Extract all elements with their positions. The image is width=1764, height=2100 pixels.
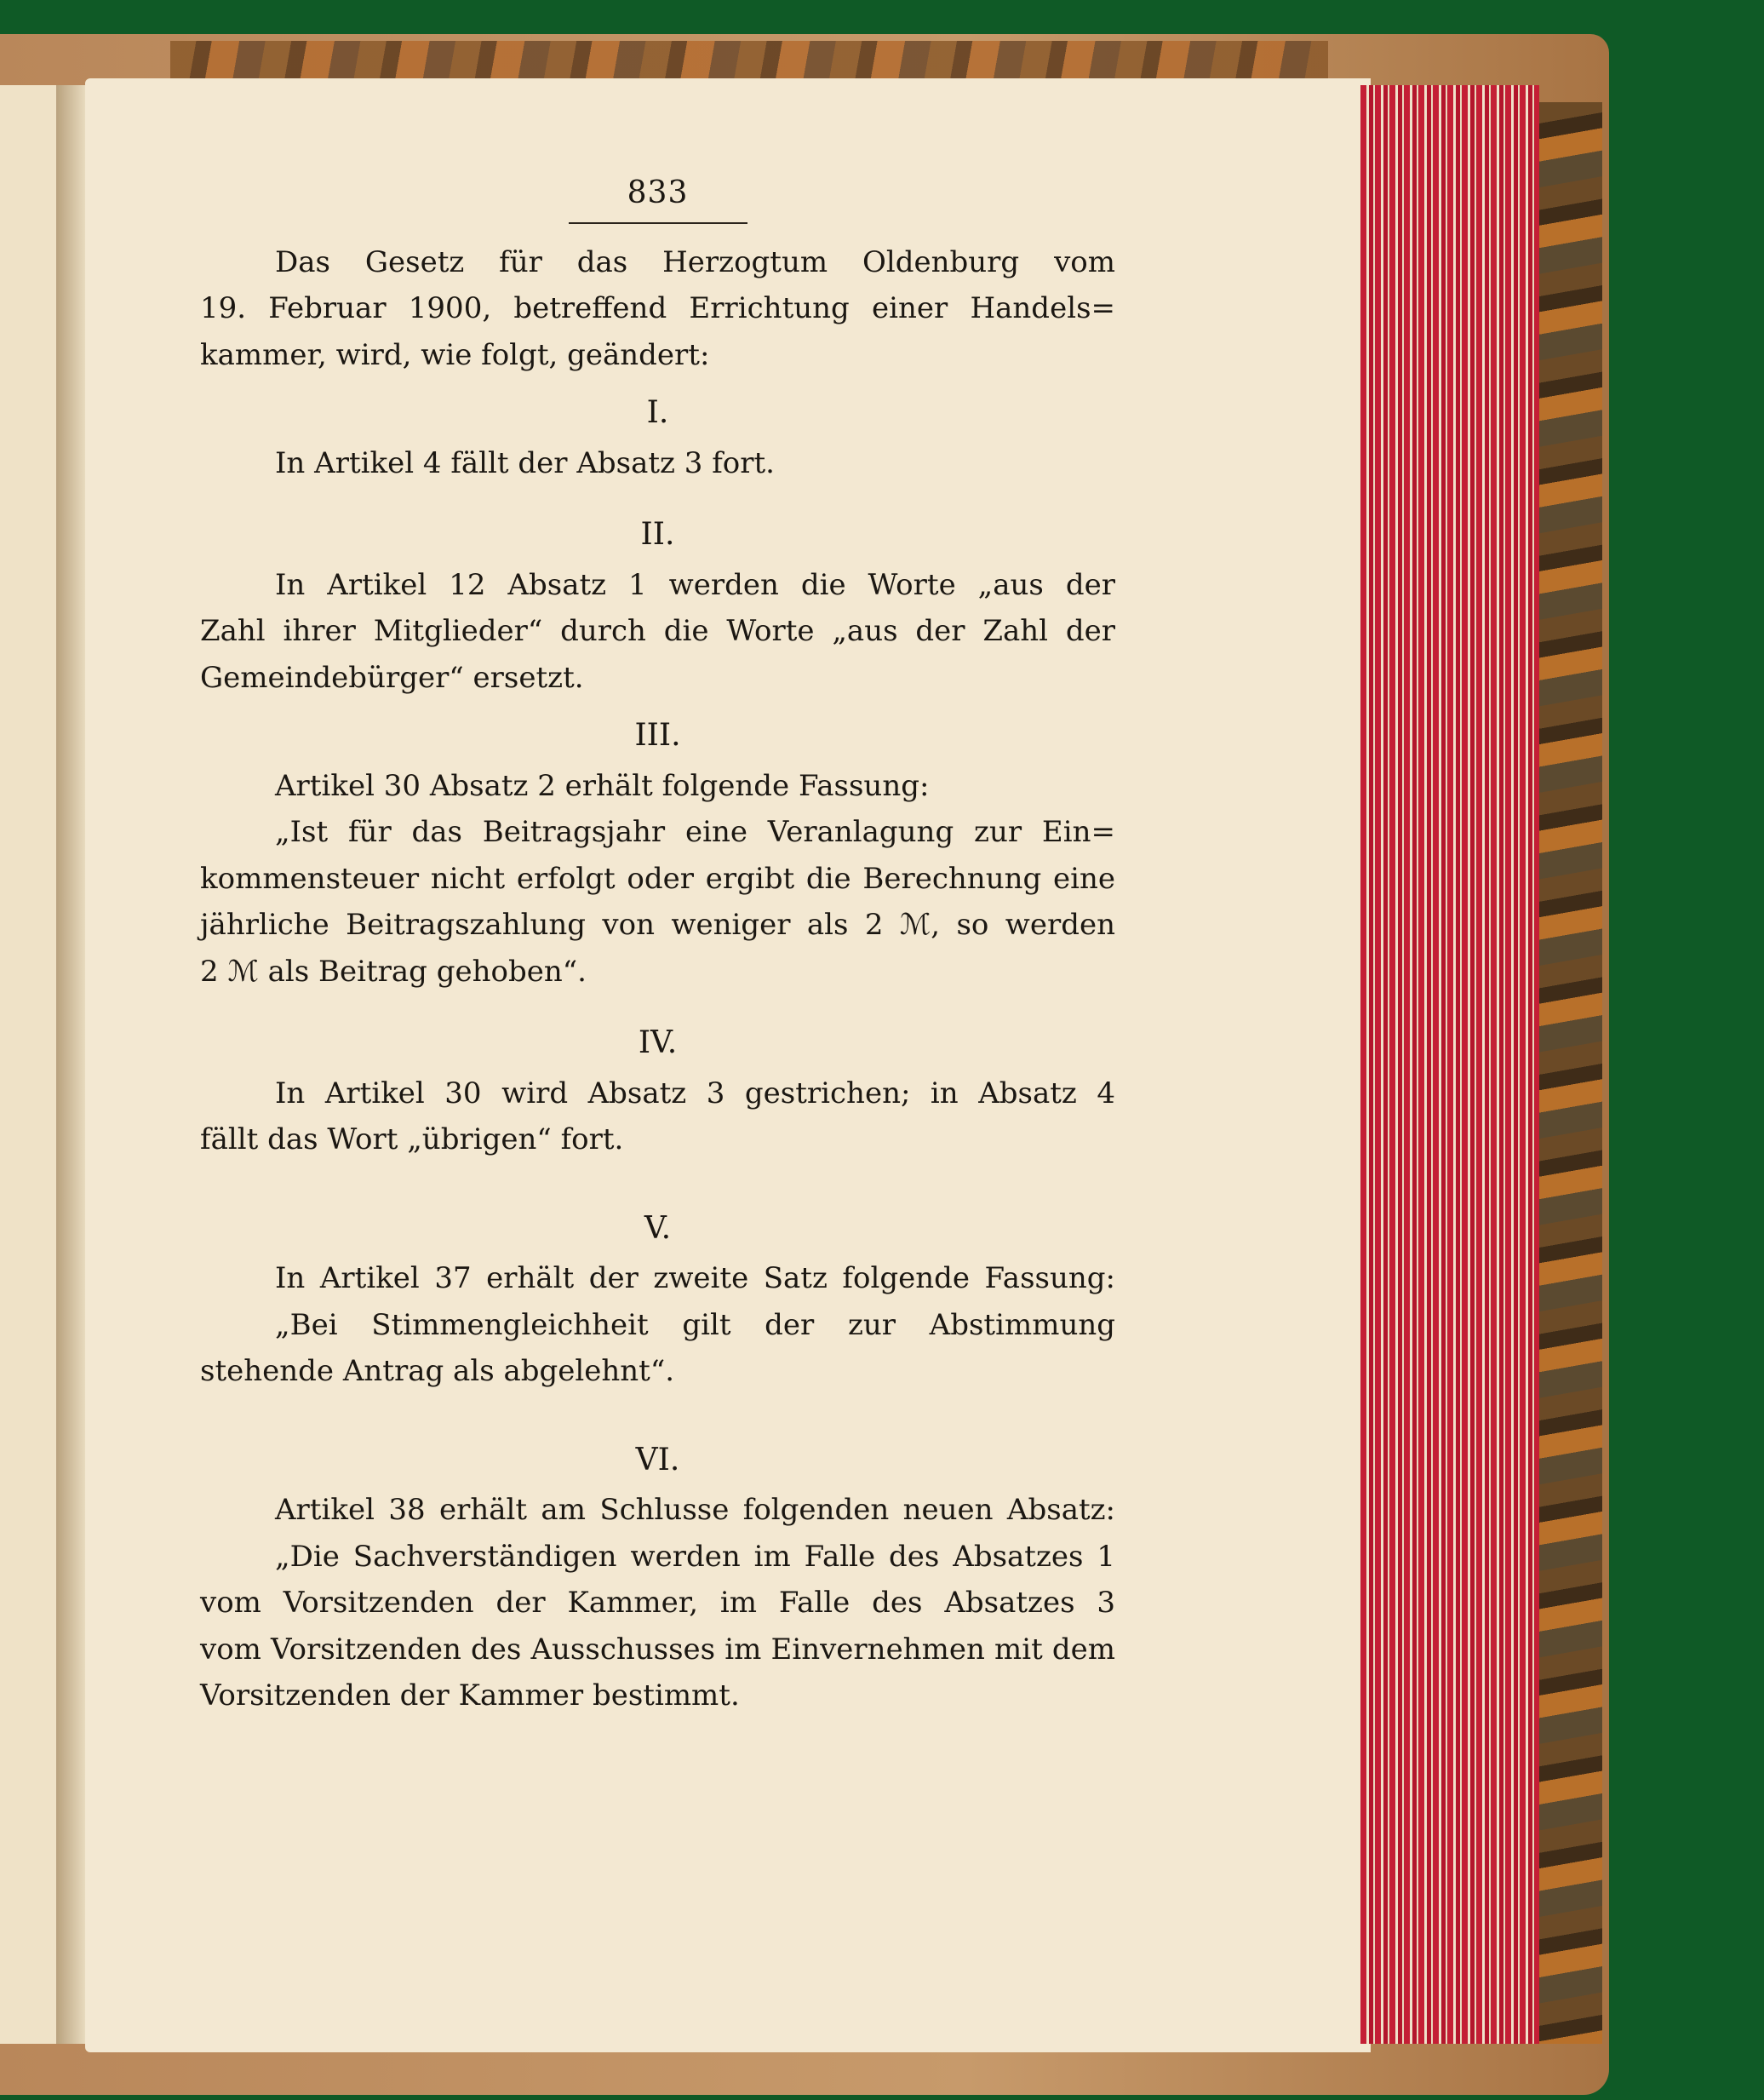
section-2-text: [200, 562, 1115, 702]
page-text: [200, 170, 1115, 1719]
section-numeral-3: III.: [634, 718, 681, 753]
section-numeral-6: VI.: [635, 1442, 680, 1477]
section-6-text: [200, 1487, 1115, 1719]
text-line: In Artikel 4 fällt der Absatz 3 fort.: [275, 445, 775, 480]
text-line: kommensteuer nicht erfolgt oder ergibt die Berechnung eine: [200, 861, 1115, 896]
text-line: stehende Antrag als abgelehnt“.: [200, 1354, 675, 1388]
section-numeral-1: I.: [646, 395, 669, 430]
text-line: Gemeindebürger“ ersetzt.: [200, 660, 584, 695]
text-line: „Bei Stimmengleichheit gilt der zur Abstimmung: [275, 1307, 1115, 1342]
page-number: 833: [627, 175, 689, 210]
section-numeral-5: V.: [644, 1210, 672, 1246]
text-line: Zahl ihrer Mitglieder“ durch die Worte „aus der Zahl der: [200, 614, 1115, 648]
text-line: 2 ℳ als Beitrag gehoben“.: [200, 954, 587, 989]
text-line: In Artikel 30 wird Absatz 3 gestrichen; in Absatz 4: [275, 1076, 1115, 1110]
section-numeral-2: II.: [640, 517, 675, 552]
intro-paragraph: [200, 239, 1115, 379]
text-line: 19. Februar 1900, betreffend Errichtung einer Handels=: [200, 291, 1115, 325]
text-line: vom Vorsitzenden der Kammer, im Falle des Absatzes 3: [200, 1586, 1115, 1620]
text-line: Das Gesetz für das Herzogtum Oldenburg vom: [275, 244, 1115, 279]
text-line: fällt das Wort „übrigen“ fort.: [200, 1122, 624, 1156]
text-line: Vorsitzenden der Kammer bestimmt.: [200, 1678, 740, 1713]
text-line: kammer, wird, wie folgt, geändert:: [200, 337, 710, 372]
section-4-text: [200, 1070, 1115, 1163]
section-1-text: [200, 440, 1115, 487]
cover-marbled-edge: [1532, 102, 1602, 2044]
text-line: jährliche Beitragszahlung von weniger als 2 ℳ, so werden: [200, 908, 1115, 942]
text-line: Artikel 30 Absatz 2 erhält folgende Fassung:: [275, 768, 930, 803]
text-line: In Artikel 37 erhält der zweite Satz folgende Fassung:: [275, 1261, 1115, 1295]
header-rule: [569, 222, 747, 224]
text-line: „Ist für das Beitragsjahr eine Veranlagung zur Ein=: [275, 815, 1115, 849]
text-line: Artikel 38 erhält am Schlusse folgenden neuen Absatz:: [275, 1493, 1115, 1527]
text-line: vom Vorsitzenden des Ausschusses im Einvernehmen mit dem: [200, 1632, 1115, 1667]
left-page-edge: [0, 85, 58, 2044]
section-3-text: [200, 763, 1115, 995]
text-line: „Die Sachverständigen werden im Falle des Absatzes 1: [275, 1539, 1115, 1574]
text-line: In Artikel 12 Absatz 1 werden die Worte „aus der: [275, 567, 1115, 602]
section-numeral-4: IV.: [638, 1025, 678, 1060]
page-edges-red: [1360, 85, 1539, 2044]
section-5-text: [200, 1255, 1115, 1395]
